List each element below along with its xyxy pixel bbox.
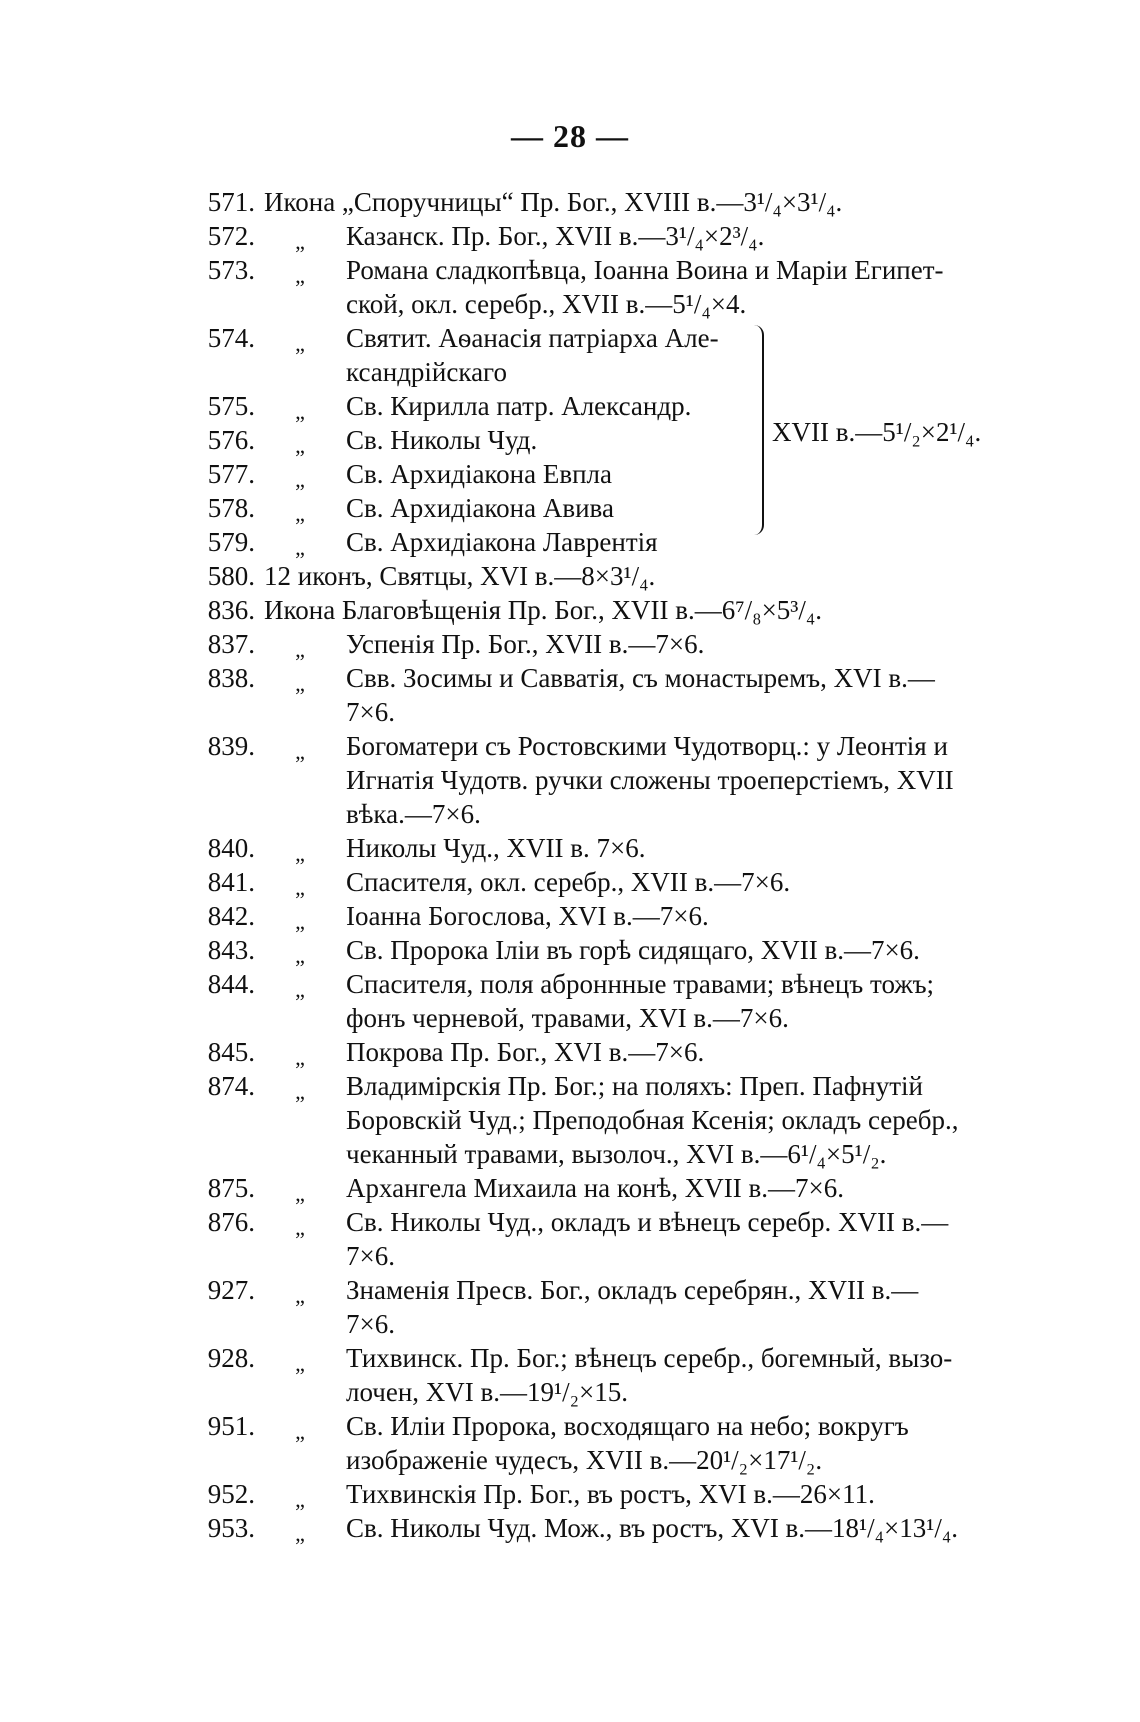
entry-text-cont: фонъ черневой, травами, XVI в.—7×6. [346, 1003, 789, 1033]
ditto-mark: „ [295, 1079, 305, 1104]
ditto-mark: „ [295, 229, 305, 254]
entry-number: 841. [207, 867, 255, 897]
group-date-size: XVII в.—5¹/₂×2¹/₄. [772, 417, 982, 447]
entry-841 [0, 865, 1140, 899]
entry-text: Тихвинск. Пр. Бог.; вѣнецъ серебр., богемный, вызо- [346, 1343, 953, 1373]
entry-number: 874. [207, 1071, 255, 1101]
entry-number: 927. [207, 1275, 255, 1305]
entry-text-cont: ской, окл. серебр., XVII в.—5¹/₄×4. [346, 289, 747, 319]
ditto-mark: „ [295, 1045, 305, 1070]
entry-number: 952. [207, 1479, 255, 1509]
entry-text: Казанск. Пр. Бог., XVII в.—3¹/₄×2³/₄. [346, 221, 765, 251]
entry-text-cont: ксандрійскаго [346, 357, 507, 387]
entry-text: Іоанна Богослова, XVI в.—7×6. [346, 901, 709, 931]
ditto-mark: „ [295, 739, 305, 764]
entry-875 [0, 1171, 1140, 1205]
entry-number: 875. [207, 1173, 255, 1203]
ditto-mark: „ [295, 501, 305, 526]
entry-572 [0, 219, 1140, 253]
entry-number: 576. [207, 425, 255, 455]
entry-number: 845. [207, 1037, 255, 1067]
ditto-mark: „ [295, 671, 305, 696]
entry-number: 579. [207, 527, 255, 557]
ditto-mark: „ [295, 331, 305, 356]
entry-number: 572. [207, 221, 255, 251]
entry-number: 842. [207, 901, 255, 931]
entry-text-cont: вѣка.—7×6. [346, 799, 481, 829]
entry-928 [0, 1341, 1140, 1409]
entry-number: 844. [207, 969, 255, 999]
entry-number: 571. [207, 187, 255, 217]
entry-text-cont: чеканный травами, вызолоч., XVI в.—6¹/₄×5¹/₂. [346, 1139, 887, 1169]
curly-brace [748, 325, 764, 535]
entry-text: 12 иконъ, Святцы, XVI в.—8×3¹/₄. [264, 561, 656, 591]
ditto-mark: „ [295, 1181, 305, 1206]
entry-text: Св. Иліи Пророка, восходящаго на небо; вокругъ [346, 1411, 909, 1441]
entry-number: 839. [207, 731, 255, 761]
ditto-mark: „ [295, 1215, 305, 1240]
entry-text-cont: изображеніе чудесъ, XVII в.—20¹/₂×17¹/₂. [346, 1445, 823, 1475]
ditto-mark: „ [295, 1351, 305, 1376]
entry-text-cont: 7×6. [346, 1241, 395, 1271]
braced-group [0, 321, 1140, 559]
entry-list [0, 185, 1140, 1545]
entry-text: Спасителя, окл. серебр., XVII в.—7×6. [346, 867, 791, 897]
entry-text-cont: 7×6. [346, 697, 395, 727]
entry-838 [0, 661, 1140, 729]
ditto-mark: „ [295, 909, 305, 934]
entry-text: Икона Благовѣщенія Пр. Бог., XVII в.—6⁷/₈×5³/₄. [264, 595, 823, 625]
entry-number: 577. [207, 459, 255, 489]
entry-text: Свв. Зосимы и Савватія, съ монастыремъ, XVI в.— [346, 663, 935, 693]
entry-text-cont: Игнатія Чудотв. ручки сложены троеперстіемъ, XVII [346, 765, 954, 795]
entry-843 [0, 933, 1140, 967]
entry-571 [0, 185, 1140, 219]
entry-number: 928. [207, 1343, 255, 1373]
ditto-mark: „ [295, 535, 305, 560]
entry-text: Архангела Михаила на конѣ, XVII в.—7×6. [346, 1173, 844, 1203]
entry-text: Св. Пророка Іліи въ горѣ сидящаго, XVII в.—7×6. [346, 935, 920, 965]
entry-text: Св. Архидіакона Евпла [346, 459, 613, 489]
entry-text: Покрова Пр. Бог., XVI в.—7×6. [346, 1037, 705, 1067]
entry-876 [0, 1205, 1140, 1273]
entry-842 [0, 899, 1140, 933]
entry-number: 837. [207, 629, 255, 659]
entry-text: Богоматери съ Ростовскими Чудотворц.: у Леонтія и [346, 731, 948, 761]
entry-text: Св. Архидіакона Авива [346, 493, 614, 523]
entry-578 [0, 491, 1140, 525]
ditto-mark: „ [295, 399, 305, 424]
entry-837 [0, 627, 1140, 661]
ditto-mark: „ [295, 1419, 305, 1444]
entry-number: 575. [207, 391, 255, 421]
entry-number: 876. [207, 1207, 255, 1237]
ditto-mark: „ [295, 637, 305, 662]
entry-839 [0, 729, 1140, 831]
entry-845 [0, 1035, 1140, 1069]
entry-text: Св. Архидіакона Лаврентія [346, 527, 658, 557]
entry-text-cont: лочен, XVI в.—19¹/₂×15. [346, 1377, 629, 1407]
ditto-mark: „ [295, 433, 305, 458]
entry-577 [0, 457, 1140, 491]
entry-951 [0, 1409, 1140, 1477]
ditto-mark: „ [295, 467, 305, 492]
entry-text: Святит. Аѳанасія патріарха Але- [346, 323, 719, 353]
entry-number: 951. [207, 1411, 255, 1441]
entry-text: Икона „Споручницы“ Пр. Бог., XVIII в.—3¹/₄×3¹/₄. [264, 187, 843, 217]
entry-840 [0, 831, 1140, 865]
entry-844 [0, 967, 1140, 1035]
entry-number: 573. [207, 255, 255, 285]
entry-text: Николы Чуд., XVII в. 7×6. [346, 833, 646, 863]
entry-927 [0, 1273, 1140, 1341]
ditto-mark: „ [295, 1283, 305, 1308]
entry-574 [0, 321, 1140, 389]
entry-874 [0, 1069, 1140, 1171]
entry-text: Св. Кирилла патр. Александр. [346, 391, 692, 421]
entry-text: Успенія Пр. Бог., XVII в.—7×6. [346, 629, 705, 659]
entry-573 [0, 253, 1140, 321]
ditto-mark: „ [295, 1487, 305, 1512]
entry-text: Св. Николы Чуд. [346, 425, 538, 455]
entry-number: 840. [207, 833, 255, 863]
entry-text: Романа сладкопѣвца, Іоанна Воина и Маріи Египет- [346, 255, 944, 285]
entry-number: 580. [207, 561, 255, 591]
entry-text-cont: 7×6. [346, 1309, 395, 1339]
page-number: — 28 — [511, 118, 629, 154]
entry-number: 843. [207, 935, 255, 965]
ditto-mark: „ [295, 875, 305, 900]
entry-number: 578. [207, 493, 255, 523]
ditto-mark: „ [295, 1521, 305, 1546]
entry-number: 953. [207, 1513, 255, 1543]
entry-text: Спасителя, поля аброннные травами; вѣнецъ тожъ; [346, 969, 935, 999]
ditto-mark: „ [295, 977, 305, 1002]
entry-text: Знаменія Пресв. Бог., окладъ серебрян., XVII в.— [346, 1275, 919, 1305]
entry-text: Тихвинскія Пр. Бог., въ ростъ, XVI в.—26×11. [346, 1479, 875, 1509]
entry-text: Св. Николы Чуд. Мож., въ ростъ, XVI в.—18¹/₄×13¹/₄. [346, 1513, 959, 1543]
ditto-mark: „ [295, 841, 305, 866]
entry-number: 574. [207, 323, 255, 353]
entry-579 [0, 525, 1140, 559]
entry-text-cont: Боровскій Чуд.; Преподобная Ксенія; окладъ серебр., [346, 1105, 959, 1135]
entry-836 [0, 593, 1140, 627]
entry-953 [0, 1511, 1140, 1545]
ditto-mark: „ [295, 263, 305, 288]
entry-number: 836. [207, 595, 255, 625]
entry-text: Владимірскія Пр. Бог.; на поляхъ: Преп. Пафнутій [346, 1071, 924, 1101]
entry-580 [0, 559, 1140, 593]
entry-text: Св. Николы Чуд., окладъ и вѣнецъ серебр. XVII в.— [346, 1207, 949, 1237]
ditto-mark: „ [295, 943, 305, 968]
entry-952 [0, 1477, 1140, 1511]
entry-number: 838. [207, 663, 255, 693]
